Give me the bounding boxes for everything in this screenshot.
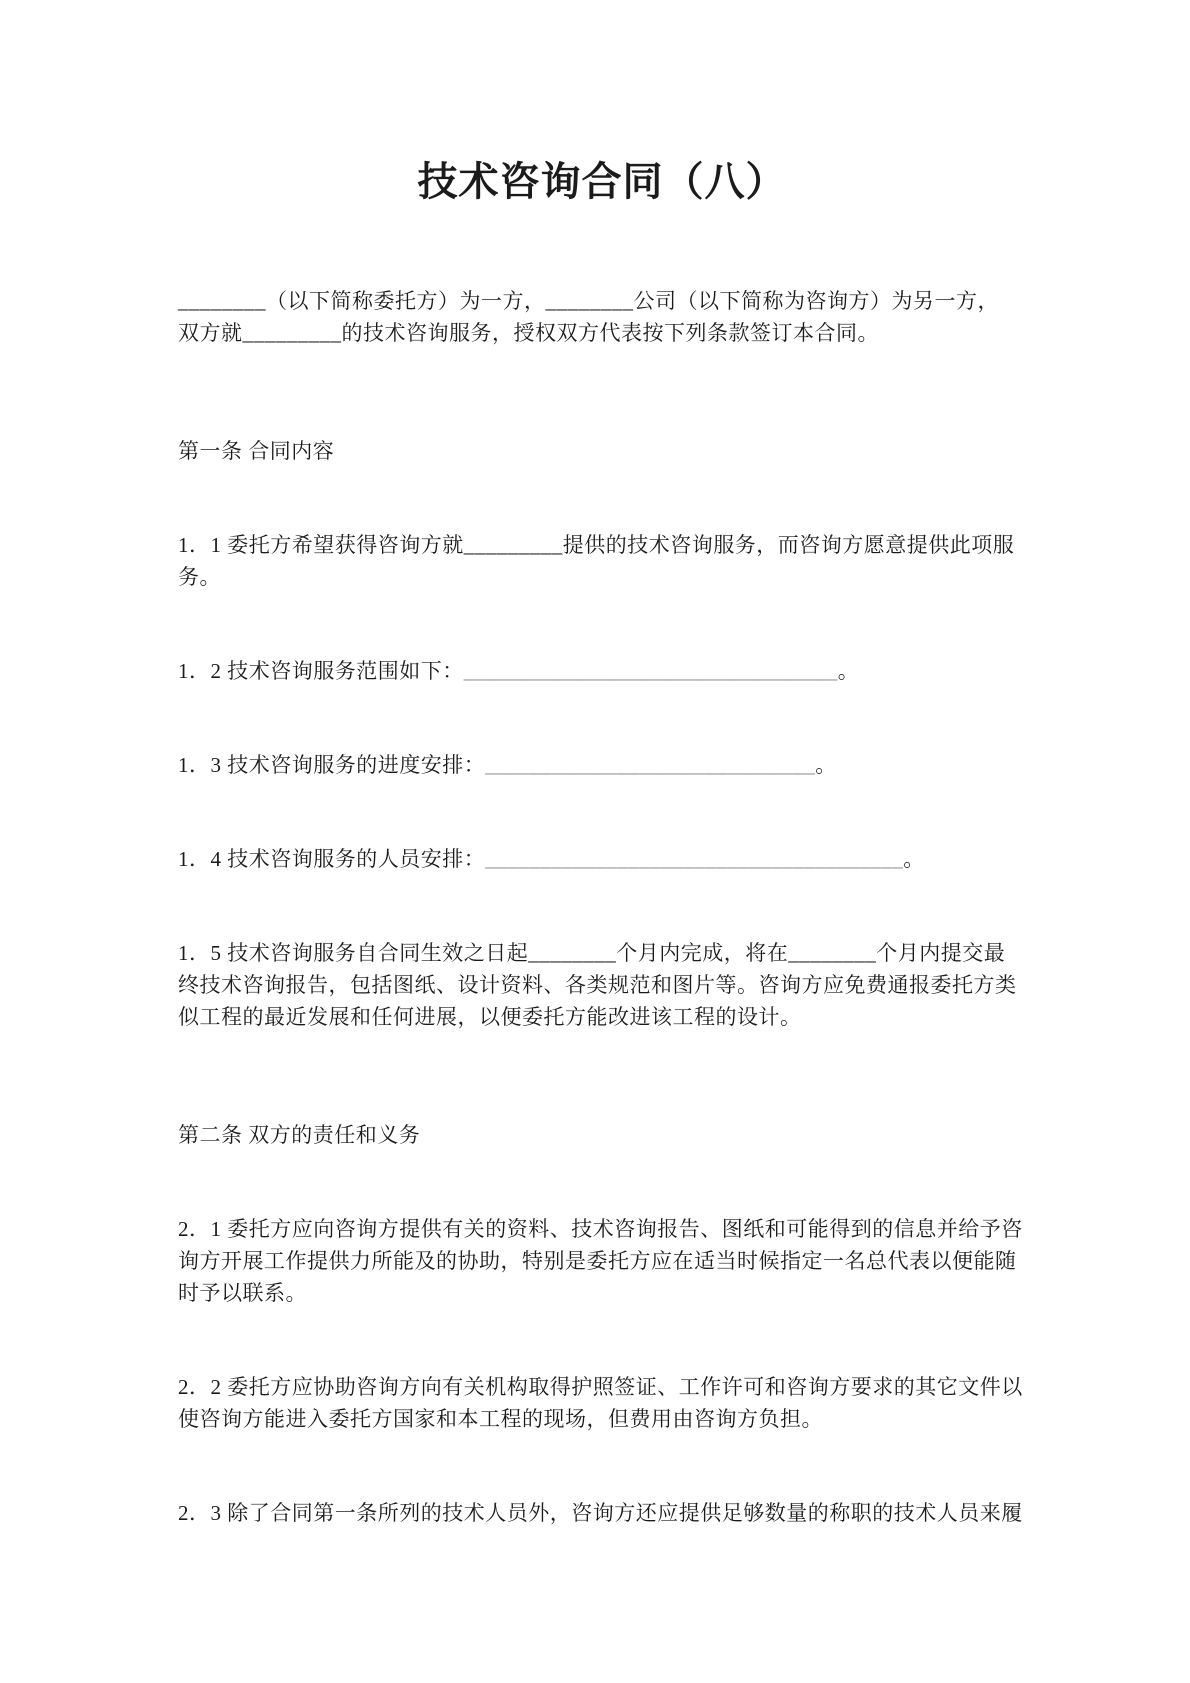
clause-2-3-line-1: 2．3 除了合同第一条所列的技术人员外，咨询方还应提供足够数量的称职的技术人员来履 bbox=[178, 1501, 1023, 1525]
clause-1-1-line-1: 1．1 委托方希望获得咨询方就_________提供的技术咨询服务，而咨询方愿意提供此项服 bbox=[178, 533, 1015, 557]
clause-2-1 bbox=[178, 1213, 1026, 1309]
clause-1-2-period: 。 bbox=[837, 659, 860, 683]
clause-1-3-period: 。 bbox=[815, 753, 837, 777]
clause-2-2 bbox=[178, 1371, 1026, 1435]
clause-1-3-line bbox=[178, 749, 1026, 781]
clause-1-2 bbox=[178, 655, 1026, 687]
clause-1-5-line-3: 似工程的最近发展和任何进展，以便委托方能改进该工程的设计。 bbox=[178, 1005, 802, 1029]
clause-1-1 bbox=[178, 529, 1026, 593]
intro-line-2: 双方就_________的技术咨询服务，授权双方代表按下列条款签订本合同。 bbox=[178, 321, 879, 345]
clause-1-4 bbox=[178, 843, 1026, 875]
section-1-heading: 第一条 合同内容 bbox=[178, 439, 335, 463]
clause-2-2-line-2: 使咨询方能进入委托方国家和本工程的现场，但费用由咨询方负担。 bbox=[178, 1407, 823, 1431]
clause-1-5 bbox=[178, 937, 1026, 1033]
clause-2-3 bbox=[178, 1497, 1026, 1529]
section-2-heading: 第二条 双方的责任和义务 bbox=[178, 1123, 421, 1147]
clause-1-2-label: 1．2 技术咨询服务范围如下： bbox=[178, 659, 464, 683]
document-title: 技术咨询合同（八） bbox=[417, 159, 787, 204]
clause-2-1-line-3: 时予以联系。 bbox=[178, 1281, 307, 1305]
clause-1-2-blank-line: __________________________________ bbox=[463, 659, 838, 683]
clause-2-1-line-2: 询方开展工作提供力所能及的协助，特别是委托方应在适当时候指定一名总代表以便能随 bbox=[178, 1249, 1017, 1273]
intro-line-1: ________（以下简称委托方）为一方，________公司（以下简称为咨询方）为另一方， bbox=[178, 289, 999, 313]
clause-1-1-line-2: 务。 bbox=[178, 565, 221, 589]
intro-paragraph bbox=[178, 285, 1026, 349]
clause-1-5-line-1: 1．5 技术咨询服务自合同生效之日起________个月内完成，将在________个月内提交最 bbox=[178, 941, 1006, 965]
clause-1-4-line bbox=[178, 843, 1026, 875]
clause-2-1-line-1: 2．1 委托方应向咨询方提供有关的资料、技术咨询报告、图纸和可能得到的信息并给予咨 bbox=[178, 1217, 1023, 1241]
clause-1-3-label: 1．3 技术咨询服务的进度安排： bbox=[178, 753, 486, 777]
clause-1-4-period: 。 bbox=[903, 847, 925, 871]
clause-1-3 bbox=[178, 749, 1026, 781]
clause-1-4-blank-line: ______________________________________ bbox=[485, 847, 904, 871]
clause-1-3-blank-line: ______________________________ bbox=[485, 753, 816, 777]
clause-1-4-label: 1．4 技术咨询服务的人员安排： bbox=[178, 847, 486, 871]
clause-2-2-line-1: 2．2 委托方应协助咨询方向有关机构取得护照签证、工作许可和咨询方要求的其它文件以 bbox=[178, 1375, 1023, 1399]
clause-1-5-line-2: 终技术咨询报告，包括图纸、设计资料、各类规范和图片等。咨询方应免费通报委托方类 bbox=[178, 973, 1017, 997]
clause-1-2-line bbox=[178, 655, 1026, 687]
